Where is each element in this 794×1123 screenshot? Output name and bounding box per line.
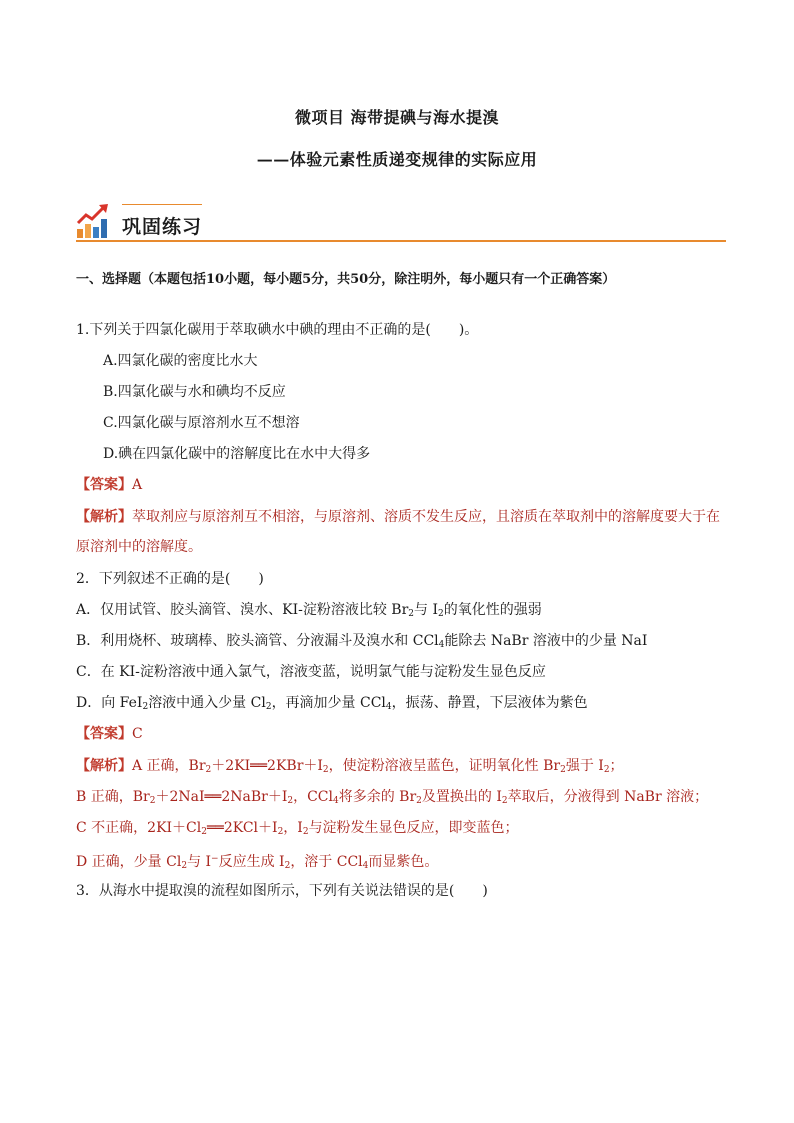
q2-option-a: A．仅用试管、胶头滴管、溴水、KI-淀粉溶液比较 $Br_2$与 $I_2$的氧化性的强弱 xyxy=(76,602,542,619)
q2-analysis-b: B 正确，$Br_2+2NaI══2NaBr+I_2$，CCl$_4$将多余的 $Br_2$及置换出的 $I_2$萃取后，分液得到 NaBr 溶液； xyxy=(76,789,709,806)
analysis-tag: 【解析】 xyxy=(76,758,132,774)
q1-option-d: D.碘在四氯化碳中的溶解度比在水中大得多 xyxy=(103,446,371,462)
answer-tag: 【答案】 xyxy=(76,477,132,493)
bar-chart-up-arrow-icon xyxy=(76,203,110,239)
q2-option-b: B．利用烧杯、玻璃棒、胶头滴管、分液漏斗及溴水和 CCl$_4$能除去 NaBr 溶液中的少量 NaI xyxy=(76,633,648,650)
q1-answer xyxy=(76,475,736,495)
q1-option-a: A.四氯化碳的密度比水大 xyxy=(103,353,258,369)
q1-option-c: C.四氯化碳与原溶剂水互不想溶 xyxy=(103,415,300,431)
page-subtitle: ——体验元素性质递变规律的实际应用 xyxy=(256,150,538,169)
q2-stem: 2．下列叙述不正确的是( ) xyxy=(76,571,264,587)
q1-analysis-line1 xyxy=(76,507,736,527)
q1-analysis-line2: 原溶剂中的溶解度。 xyxy=(76,539,202,555)
q2-option-c: C．在 KI-淀粉溶液中通入氯气，溶液变蓝，说明氯气能与淀粉发生显色反应 xyxy=(76,664,546,680)
q1-stem: 1.下列关于四氯化碳用于萃取碘水中碘的理由不正确的是( )。 xyxy=(76,322,479,338)
section-title: 巩固练习 xyxy=(122,216,203,238)
q2-analysis-a: 【解析】A 正确，$Br_2+2KI══2KBr+I_2$，使淀粉溶液呈蓝色，证明氧化性 $Br_2$强于 $I_2$； xyxy=(76,758,624,775)
section-divider xyxy=(76,240,726,242)
q2-analysis-d: D 正确，少量 $Cl_2$与 I−反应生成 $I_2$，溶于 CCl$_4$而显紫色。 xyxy=(76,854,439,871)
analysis-tag: 【解析】 xyxy=(76,509,132,525)
answer-value: A xyxy=(132,477,143,493)
q1-option-b: B.四氯化碳与水和碘均不反应 xyxy=(103,384,286,400)
answer-tag: 【答案】 xyxy=(76,726,132,742)
answer-value: C xyxy=(132,726,143,742)
q2-analysis-c: C 不正确，$2KI+Cl_2══2KCl+I_2$，$I_2$与淀粉发生显色反应，即变蓝色； xyxy=(76,820,519,837)
q2-option-d: D．向 FeI$_2$溶液中通入少量 $Cl_2$，再滴加少量 CCl$_4$，振荡、静置，下层液体为紫色 xyxy=(76,695,588,712)
q2-answer xyxy=(76,724,736,744)
section-top-line xyxy=(122,204,202,205)
instructions: 一、选择题（本题包括10小题，每小题5分，共50分，除注明外，每小题只有一个正确答案） xyxy=(76,272,616,287)
page-title: 微项目 海带提碘与海水提溴 xyxy=(294,108,500,127)
q3-stem: 3．从海水中提取溴的流程如图所示，下列有关说法错误的是( ) xyxy=(76,883,488,899)
analysis-text: 萃取剂应与原溶剂互不相溶，与原溶剂、溶质不发生反应，且溶质在萃取剂中的溶解度要大于在 xyxy=(132,509,720,525)
